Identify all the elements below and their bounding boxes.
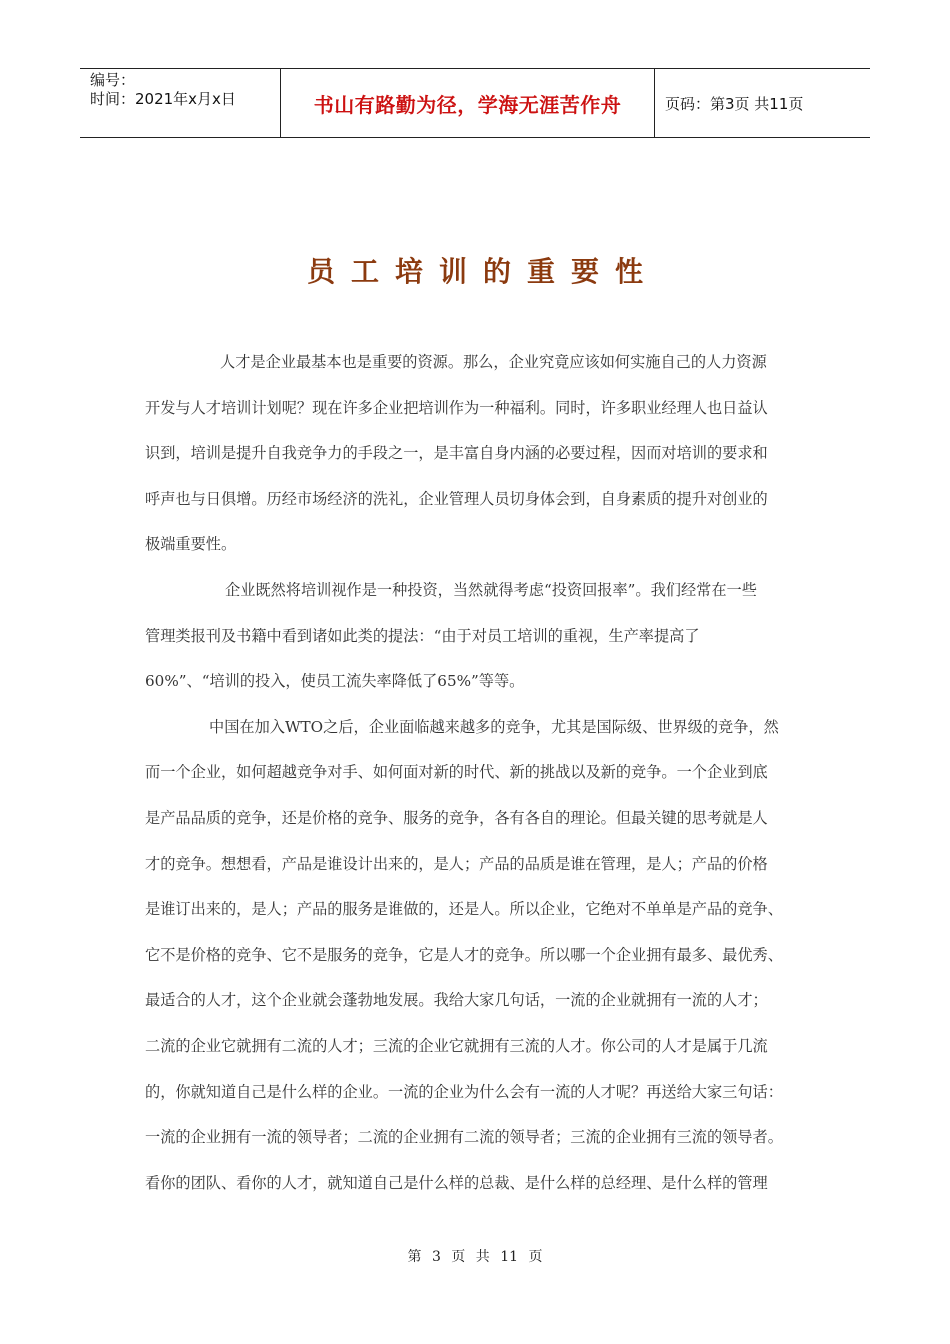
body-line: 而一个企业，如何超越竞争对手、如何面对新的时代、新的挑战以及新的竞争。一个企业到底 xyxy=(145,763,768,782)
header-table xyxy=(80,68,870,138)
page-footer: 第 3 页 共 11 页 xyxy=(407,1249,543,1265)
body-line: 才的竞争。想想看，产品是谁设计出来的，是人；产品的品质是谁在管理，是人；产品的价格 xyxy=(145,854,768,873)
body-line: 是产品品质的竞争，还是价格的竞争、服务的竞争，各有各自的理论。但最关键的思考就是人 xyxy=(145,808,768,827)
document-body xyxy=(145,340,810,1206)
body-line: 管理类报刊及书籍中看到诸如此类的提法：“由于对员工培训的重视，生产率提高了 xyxy=(145,626,700,645)
body-line: 中国在加入WTO之后，企业面临越来越多的竞争，尤其是国际级、世界级的竞争，然 xyxy=(209,717,779,736)
body-line: 看你的团队、看你的人才，就知道自己是什么样的总裁、是什么样的总经理、是什么样的管理 xyxy=(145,1173,768,1192)
body-line: 开发与人才培训计划呢？现在许多企业把培训作为一种福利。同时，许多职业经理人也日益认 xyxy=(145,398,768,417)
body-line: 二流的企业它就拥有二流的人才；三流的企业它就拥有三流的人才。你公司的人才是属于几流 xyxy=(145,1036,768,1055)
body-line: 是谁订出来的，是人；产品的服务是谁做的，还是人。所以企业，它绝对不单单是产品的竞争、 xyxy=(145,900,783,919)
header-motto: 书山有路勤为径，学海无涯苦作舟 xyxy=(313,92,622,117)
header-page-info: 页码：第3页 共11页 xyxy=(665,94,804,113)
body-line: 它不是价格的竞争、它不是服务的竞争，它是人才的竞争。所以哪一个企业拥有最多、最优秀、 xyxy=(145,945,783,964)
body-line: 人才是企业最基本也是重要的资源。那么，企业究竟应该如何实施自己的人力资源 xyxy=(220,353,767,371)
body-line: 企业既然将培训视作是一种投资，当然就得考虑“投资回报率”。我们经常在一些 xyxy=(225,580,757,599)
body-line: 60%”、“培训的投入，使员工流失率降低了65%”等等。 xyxy=(145,672,525,691)
document-time-label: 时间：2021年x月x日 xyxy=(90,90,236,108)
document-number-label: 编号： xyxy=(90,71,136,89)
body-line: 最适合的人才，这个企业就会蓬勃地发展。我给大家几句话，一流的企业就拥有一流的人才； xyxy=(145,991,768,1010)
header-meta-cell xyxy=(80,69,281,137)
body-line: 识到，培训是提升自我竞争力的手段之一，是丰富自身内涵的必要过程，因而对培训的要求和 xyxy=(145,444,768,463)
body-line: 呼声也与日俱增。历经市场经济的洗礼，企业管理人员切身体会到，自身素质的提升对创业的 xyxy=(145,489,768,508)
body-line: 的，你就知道自己是什么样的企业。一流的企业为什么会有一流的人才呢？再送给大家三句话： xyxy=(145,1082,783,1101)
header-motto-cell xyxy=(281,69,655,137)
document-title: 员工培训的重要性 xyxy=(306,255,659,288)
body-line: 极端重要性。 xyxy=(145,535,237,554)
header-page-cell xyxy=(655,69,870,137)
body-line: 一流的企业拥有一流的领导者；二流的企业拥有二流的领导者；三流的企业拥有三流的领导者。 xyxy=(145,1128,783,1147)
